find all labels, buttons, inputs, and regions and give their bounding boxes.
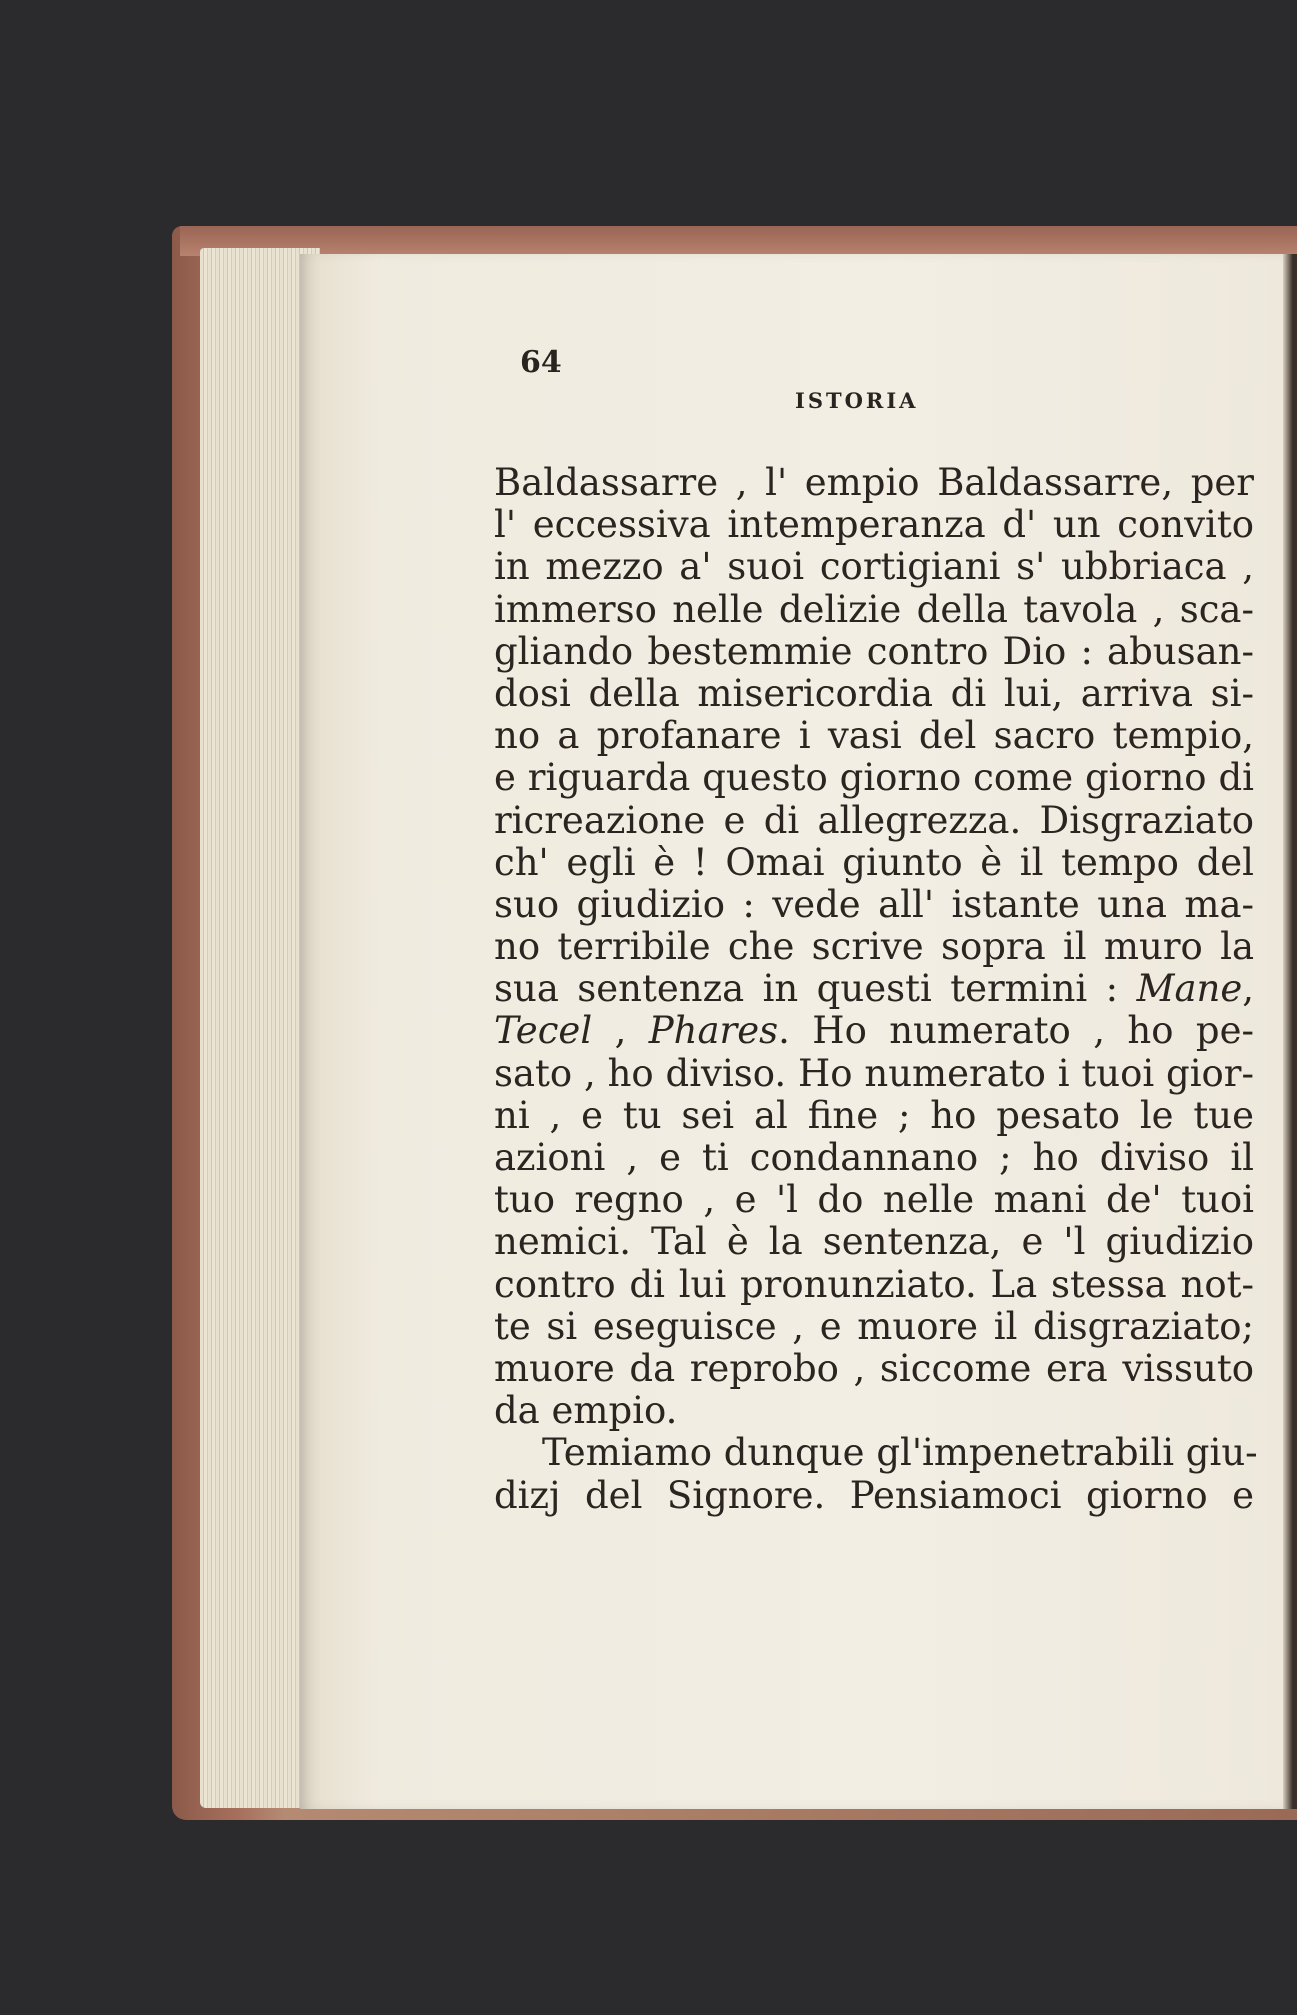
italic-word: Mane (1136, 967, 1243, 1011)
body-text (494, 461, 1258, 1517)
book-cover-top-edge (180, 226, 1297, 256)
text-line: ch' egli è ! Omai giunto è il tempo del (494, 840, 1254, 884)
text-line: suo giudizio : vede all' istante una ma- (494, 882, 1254, 926)
text-line: dosi della misericordia di lui, arriva si- (494, 671, 1254, 715)
page-number: 64 (520, 345, 562, 380)
text-line: in mezzo a' suoi cortigiani s' ubbriaca , (494, 545, 1254, 589)
text-line: da empio. (494, 1389, 678, 1433)
text-line: sua sentenza in questi termini : Mane, (494, 967, 1254, 1011)
text-line: tuo regno , e 'l do nelle mani de' tuoi (494, 1178, 1254, 1222)
text-line: e riguarda questo giorno come giorno di (494, 756, 1254, 800)
text-line: te si eseguisce , e muore il disgraziato; (494, 1304, 1254, 1348)
text-line: ricreazione e di allegrezza. Disgraziato (494, 798, 1254, 842)
text-line: Baldassarre , l' empio Baldassarre, per (494, 461, 1254, 504)
text-line: contro di lui pronunziato. La stessa not- (494, 1262, 1254, 1306)
text-line: l' eccessiva intemperanza d' un convito (494, 503, 1254, 547)
page-right-edge (1283, 254, 1297, 1809)
text-line: Temiamo dunque gl'impenetrabili giu- (542, 1431, 1258, 1475)
text-line: dizj del Signore. Pensiamoci giorno e (494, 1473, 1254, 1517)
italic-word: Phares (648, 1009, 779, 1053)
text-line: ni , e tu sei al fine ; ho pesato le tue (494, 1093, 1254, 1137)
italic-word: Tecel (494, 1009, 593, 1053)
text-line: muore da reprobo , siccome era vissuto (494, 1346, 1254, 1390)
text-line: nemici. Tal è la sentenza, e 'l giudizio (494, 1220, 1254, 1264)
text-line: Tecel , Phares. Ho numerato , ho pe- (494, 1009, 1254, 1053)
text-line: no terribile che scrive sopra il muro la (494, 925, 1254, 969)
text-line: gliando bestemmie contro Dio : abusan- (494, 629, 1254, 673)
text-line: no a profanare i vasi del sacro tempio, (494, 714, 1254, 758)
text-line: sato , ho diviso. Ho numerato i tuoi gior- (494, 1051, 1254, 1095)
text-line: azioni , e ti condannano ; ho diviso il (494, 1136, 1254, 1179)
text-line: immerso nelle delizie della tavola , sca- (494, 587, 1254, 631)
running-head: ISTORIA (795, 388, 919, 413)
